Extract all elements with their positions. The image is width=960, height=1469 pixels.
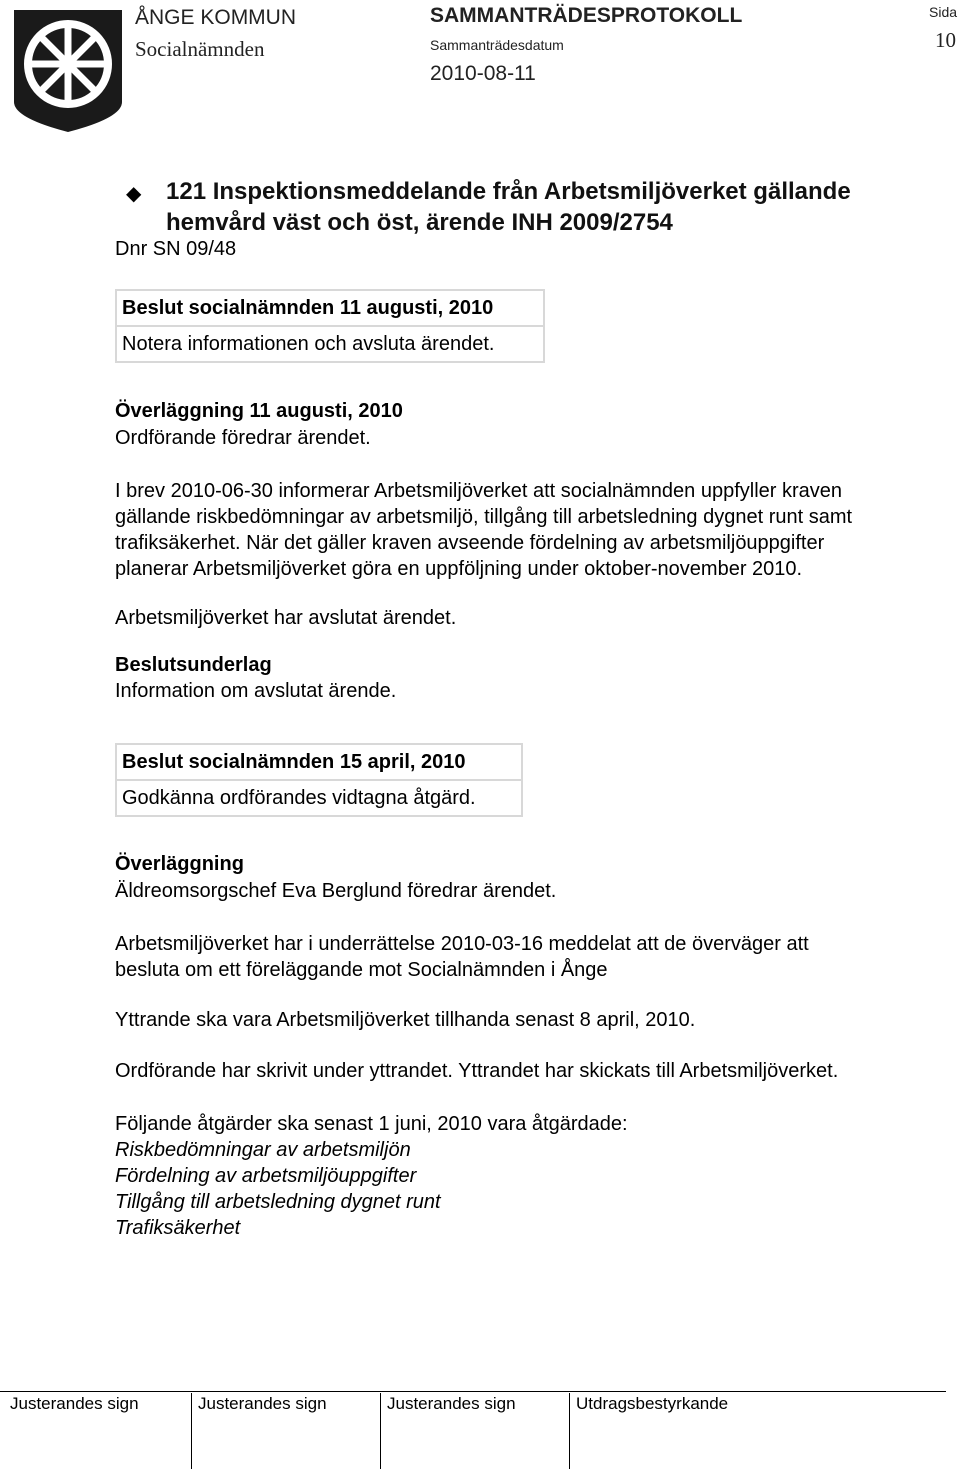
decision-heading: Beslut socialnämnden 15 april, 2010 bbox=[117, 745, 521, 781]
case-number: Dnr SN 09/48 bbox=[115, 238, 237, 260]
deliberation-heading-april: Överläggning bbox=[115, 853, 244, 875]
paragraph-line: planerar Arbetsmiljöverket göra en uppföljning under oktober-november 2010. bbox=[115, 558, 803, 580]
paragraph-line: Arbetsmiljöverket har i underrättelse 2010-03-16 meddelat att de överväger att bbox=[115, 933, 809, 955]
basis-heading: Beslutsunderlag bbox=[115, 654, 272, 676]
required-actions bbox=[115, 1111, 945, 1241]
decision-box-april bbox=[115, 743, 523, 817]
decision-text: Notera informationen och avsluta ärendet. bbox=[122, 333, 495, 355]
decision-text: Godkänna ordförandes vidtagna åtgärd. bbox=[122, 787, 476, 809]
footer-certification-label: Utdragsbestyrkande bbox=[576, 1394, 729, 1413]
footer-signature-label: Justerandes sign bbox=[10, 1394, 139, 1413]
actions-intro: Följande åtgärder ska senast 1 juni, 2010 vara åtgärdade: bbox=[115, 1113, 628, 1135]
section-title-line-2: hemvård väst och öst, ärende INH 2009/2754 bbox=[166, 209, 673, 236]
decision-box-august bbox=[115, 289, 545, 363]
footer-signature-label: Justerandes sign bbox=[387, 1394, 516, 1413]
deliberation-heading-august: Överläggning 11 augusti, 2010 bbox=[115, 400, 403, 422]
meeting-date-label: Sammanträdesdatum bbox=[430, 37, 564, 53]
section-title-line-1: 121 Inspektionsmeddelande från Arbetsmiljöverket gällande bbox=[166, 178, 851, 205]
notice-paragraph bbox=[115, 931, 945, 983]
municipality-crest-logo bbox=[8, 6, 128, 136]
inspection-paragraph bbox=[115, 478, 945, 582]
department-name: Socialnämnden bbox=[135, 37, 265, 61]
statement-signed-text: Ordförande har skrivit under yttrandet. Yttrandet har skickats till Arbetsmiljöverket. bbox=[115, 1060, 839, 1082]
paragraph-line: gällande riskbedömningar av arbetsmiljö, tillgång till arbetsledning dygnet runt samt bbox=[115, 506, 853, 528]
case-closed-text: Arbetsmiljöverket har avslutat ärendet. bbox=[115, 607, 457, 629]
action-item: Fördelning av arbetsmiljöuppgifter bbox=[115, 1165, 417, 1187]
document-type: SAMMANTRÄDESPROTOKOLL bbox=[430, 4, 743, 27]
diamond-bullet-icon: ◆ bbox=[126, 183, 142, 205]
decision-heading: Beslut socialnämnden 11 augusti, 2010 bbox=[117, 291, 543, 327]
basis-text: Information om avslutat ärende. bbox=[115, 680, 397, 702]
paragraph-line: I brev 2010-06-30 informerar Arbetsmiljöverket att socialnämnden uppfyller kraven bbox=[115, 480, 843, 502]
paragraph-line: besluta om ett föreläggande mot Socialnämnden i Ånge bbox=[115, 959, 608, 981]
action-item: Tillgång till arbetsledning dygnet runt bbox=[115, 1191, 441, 1213]
section-title bbox=[166, 176, 851, 238]
deliberation-text-april: Äldreomsorgschef Eva Berglund föredrar ärendet. bbox=[115, 880, 557, 902]
footer-divider bbox=[0, 1391, 946, 1392]
page-number: 10 bbox=[935, 28, 956, 52]
page-label: Sida bbox=[929, 4, 958, 20]
municipality-name: ÅNGE KOMMUN bbox=[135, 6, 297, 29]
deliberation-text-august: Ordförande föredrar ärendet. bbox=[115, 427, 371, 449]
footer-signature-label: Justerandes sign bbox=[198, 1394, 327, 1413]
action-item: Trafiksäkerhet bbox=[115, 1217, 241, 1239]
paragraph-line: trafiksäkerhet. När det gäller kraven avseende fördelning av arbetsmiljöuppgifter bbox=[115, 532, 825, 554]
statement-deadline-text: Yttrande ska vara Arbetsmiljöverket tillhanda senast 8 april, 2010. bbox=[115, 1009, 696, 1031]
meeting-date: 2010-08-11 bbox=[430, 62, 536, 85]
action-item: Riskbedömningar av arbetsmiljön bbox=[115, 1139, 411, 1161]
